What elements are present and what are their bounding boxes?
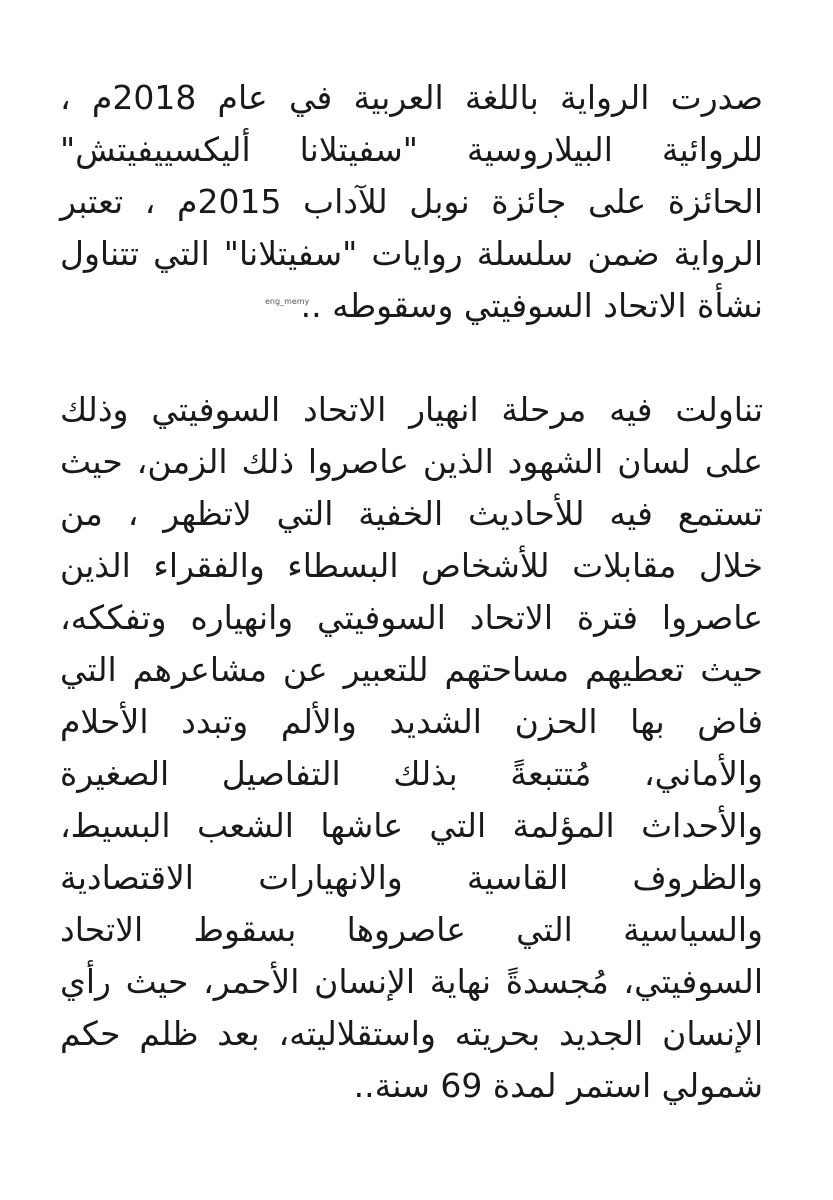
text-line: حيث تعطيهم مساحتهم للتعبير عن مشاعرهم التي <box>60 650 763 689</box>
paragraph-body <box>60 384 763 1112</box>
text-line: والأماني، مُتتبعةً بذلك التفاصيل الصغيرة <box>60 754 763 793</box>
text-line: عاصروا فترة الاتحاد السوفيتي وانهياره وتفككه، <box>60 598 763 637</box>
text-line: على لسان الشهود الذين عاصروا ذلك الزمن، حيث <box>60 442 763 481</box>
text-line: شمولي استمر لمدة 69 سنة.. <box>353 1066 763 1105</box>
text-line: والسياسية التي عاصروها بسقوط الاتحاد <box>60 910 763 949</box>
text-line: الرواية ضمن سلسلة روايات "سفيتلانا" التي تتناول <box>60 234 763 273</box>
text-line: صدرت الرواية باللغة العربية في عام 2018م ، <box>60 78 763 117</box>
watermark-text: eng_memy <box>265 297 310 306</box>
text-line: تستمع فيه للأحاديث الخفية التي لاتظهر ، من <box>60 494 763 533</box>
text-line: فاض بها الحزن الشديد والألم وتبدد الأحلام <box>60 702 763 741</box>
text-line: للروائية البيلاروسية "سفيتلانا أليكسييفيتش" <box>60 130 763 169</box>
text-line: والأحداث المؤلمة التي عاشها الشعب البسيط، <box>60 806 763 845</box>
text-line: نشأة الاتحاد السوفيتي وسقوطه .. <box>300 286 763 325</box>
paragraph-spacer <box>60 332 763 384</box>
text-line: السوفيتي، مُجسدةً نهاية الإنسان الأحمر، حيث رأي <box>60 962 763 1001</box>
text-line: تناولت فيه مرحلة انهيار الاتحاد السوفيتي وذلك <box>60 390 763 429</box>
text-line: خلال مقابلات للأشخاص البسطاء والفقراء الذين <box>60 546 763 585</box>
paragraph-intro <box>60 72 763 332</box>
text-line: الإنسان الجديد بحريته واستقلاليته، بعد ظلم حكم <box>60 1014 763 1053</box>
text-line: والظروف القاسية والانهيارات الاقتصادية <box>60 858 763 897</box>
text-line: الحائزة على جائزة نوبل للآداب 2015م ، تعتبر <box>60 182 763 221</box>
